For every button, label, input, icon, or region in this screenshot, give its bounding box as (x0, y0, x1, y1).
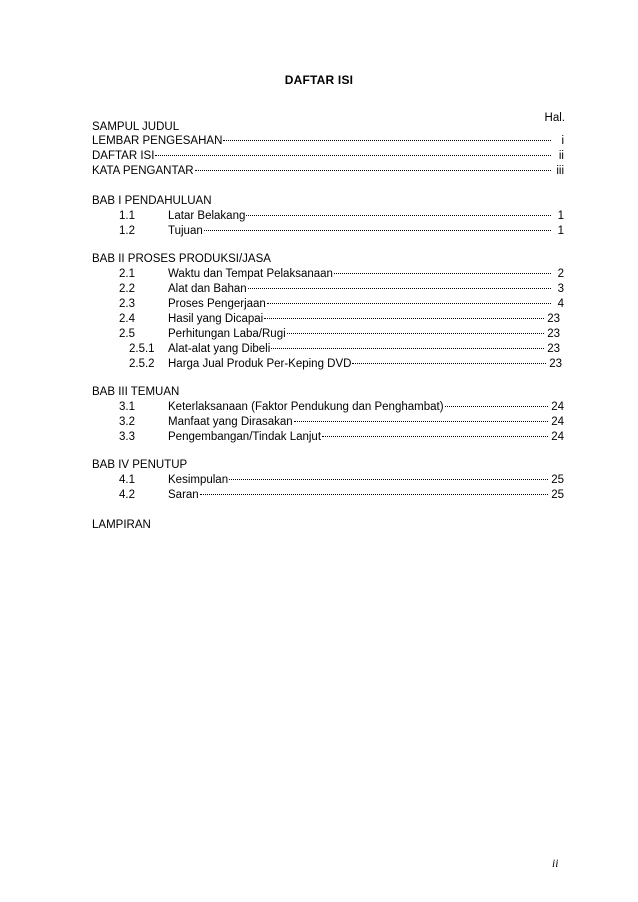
toc-entry-number: 2.4 (119, 313, 135, 325)
toc-entry-3-3 (92, 431, 564, 447)
toc-entry-label: Harga Jual Produk Per-Keping DVD (168, 358, 352, 370)
toc-entry-2-2 (92, 283, 564, 299)
toc-entry-label: LEMBAR PENGESAHAN (92, 135, 223, 147)
toc-entry-label: Latar Belakang (168, 210, 246, 222)
toc-entry-number: 1.2 (119, 225, 135, 237)
dot-leader (294, 420, 549, 422)
toc-entry-page: 1 (557, 210, 564, 222)
toc-entry-number: 3.2 (119, 416, 135, 428)
toc-entry-number: 3.1 (119, 401, 135, 413)
toc-entry-label: Proses Pengerjaan (168, 298, 266, 310)
dot-leader (445, 405, 549, 407)
chapter-heading-bab-4: BAB IV PENUTUP (92, 459, 188, 471)
toc-entry-page: 1 (557, 225, 564, 237)
toc-entry-label: Saran (168, 489, 199, 501)
dot-leader (204, 229, 551, 231)
page-column-label: Hal. (544, 112, 565, 124)
toc-entry-label: DAFTAR ISI (92, 150, 155, 162)
toc-entry-2-4 (92, 313, 560, 329)
toc-entry-page: 24 (551, 431, 564, 443)
toc-entry-label: Hasil yang Dicapai (168, 313, 264, 325)
toc-entry-page: 3 (557, 283, 564, 295)
toc-entry-label: KATA PENGANTAR (92, 165, 194, 177)
dot-leader (195, 169, 551, 171)
toc-entry-lampiran: LAMPIRAN (92, 519, 151, 531)
toc-entry-number: 2.1 (119, 268, 135, 280)
toc-entry-label: Alat dan Bahan (168, 283, 247, 295)
toc-entry-number: 1.1 (119, 210, 135, 222)
dot-leader (267, 302, 551, 304)
toc-entry-3-2 (92, 416, 564, 432)
toc-entry-2-5-1 (92, 343, 560, 359)
toc-entry-number: 2.5.1 (129, 343, 155, 355)
toc-entry-label: Waktu dan Tempat Pelaksanaan (168, 268, 333, 280)
toc-entry-page: 23 (547, 313, 560, 325)
toc-entry-label: Alat-alat yang Dibeli (168, 343, 271, 355)
toc-entry-label: Manfaat yang Dirasakan (168, 416, 293, 428)
toc-entry-number: 2.3 (119, 298, 135, 310)
dot-leader (264, 317, 544, 319)
toc-entry-page: 2 (557, 268, 564, 280)
dot-leader (246, 214, 551, 216)
toc-entry-number: 2.5.2 (129, 358, 155, 370)
toc-entry-page: 23 (547, 328, 560, 340)
dot-leader (334, 272, 551, 274)
dot-leader (229, 478, 548, 480)
toc-entry-page: 25 (551, 474, 564, 486)
toc-entry-1-1 (92, 210, 564, 226)
chapter-heading-bab-3: BAB III TEMUAN (92, 386, 180, 398)
dot-leader (155, 154, 551, 156)
chapter-heading-bab-1: BAB I PENDAHULUAN (92, 195, 212, 207)
toc-entry-label: Perhitungan Laba/Rugi (168, 328, 286, 340)
toc-entry-3-1 (92, 401, 564, 417)
dot-leader (287, 332, 545, 334)
toc-entry-page: i (561, 135, 564, 147)
dot-leader (223, 139, 551, 141)
toc-entry-number: 2.2 (119, 283, 135, 295)
dot-leader (200, 493, 549, 495)
toc-entry-page: 24 (551, 401, 564, 413)
toc-entry-page: 23 (547, 343, 560, 355)
toc-entry-4-1 (92, 474, 564, 490)
dot-leader (322, 435, 548, 437)
toc-entry-page: 25 (551, 489, 564, 501)
toc-entry-page: 23 (549, 358, 562, 370)
dot-leader (352, 362, 546, 364)
dot-leader (248, 287, 551, 289)
toc-entry-label: Tujuan (168, 225, 203, 237)
toc-entry-lembar-pengesahan (92, 135, 564, 151)
page-number: ii (552, 858, 559, 870)
page-title: DAFTAR ISI (284, 73, 354, 87)
toc-entry-page: ii (558, 150, 564, 162)
toc-entry-label: Pengembangan/Tindak Lanjut (168, 431, 322, 443)
toc-entry-kata-pengantar (92, 165, 564, 181)
chapter-heading-bab-2: BAB II PROSES PRODUKSI/JASA (92, 253, 271, 265)
toc-entry-2-3 (92, 298, 564, 314)
dot-leader (271, 347, 544, 349)
toc-entry-2-5 (92, 328, 560, 344)
toc-entry-label: Kesimpulan (168, 474, 229, 486)
toc-entry-page: 4 (557, 298, 564, 310)
toc-entry-page: 24 (551, 416, 564, 428)
toc-entry-1-2 (92, 225, 564, 241)
toc-entry-label: Keterlaksanaan (Faktor Pendukung dan Penghambat) (168, 401, 444, 413)
toc-entry-2-1 (92, 268, 564, 284)
toc-entry-4-2 (92, 489, 564, 505)
toc-entry-number: 2.5 (119, 328, 135, 340)
toc-entry-number: 4.2 (119, 489, 135, 501)
toc-entry-page: iii (556, 165, 564, 177)
toc-entry-2-5-2 (92, 358, 562, 374)
toc-entry-number: 4.1 (119, 474, 135, 486)
toc-entry-number: 3.3 (119, 431, 135, 443)
toc-entry-daftar-isi (92, 150, 564, 166)
toc-entry-sampul-judul: SAMPUL JUDUL (92, 121, 180, 133)
